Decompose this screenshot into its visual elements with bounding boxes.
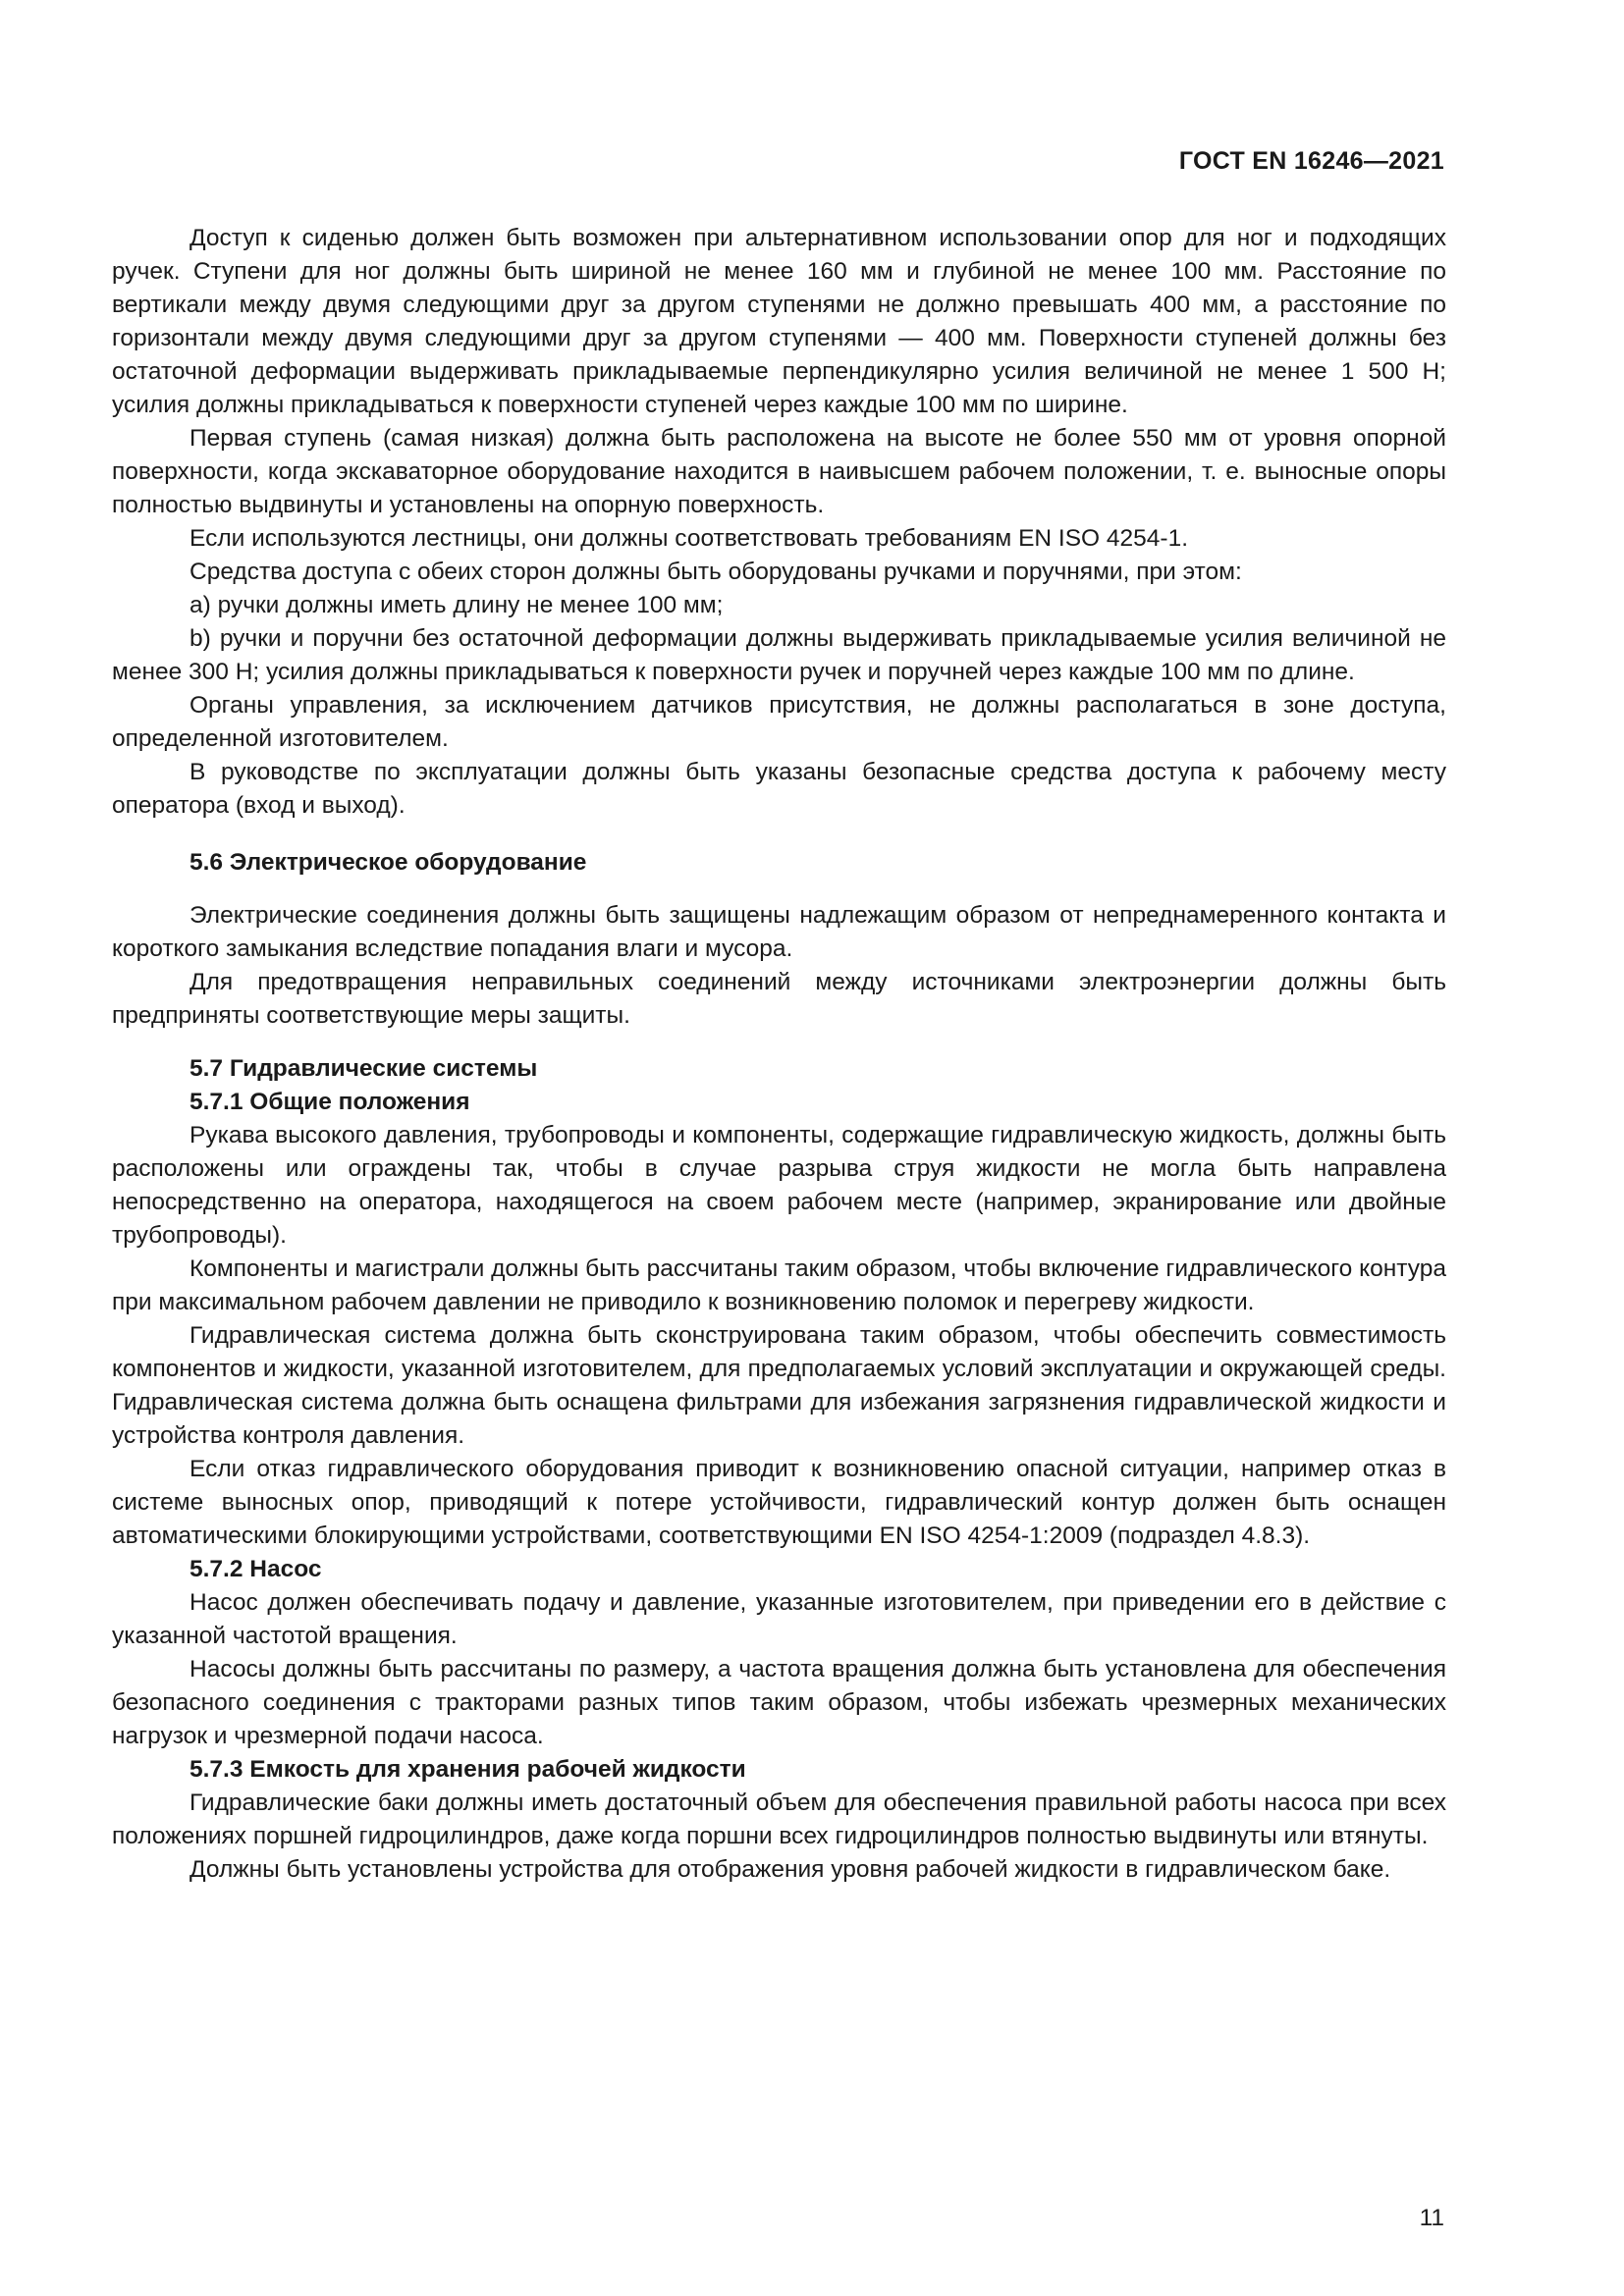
page-number: 11 — [1419, 2205, 1444, 2231]
section-heading-5-7: 5.7 Гидравлические системы — [189, 1055, 538, 1082]
paragraph: Средства доступа с обеих сторон должны быть оборудованы ручками и поручнями, при этом: — [189, 559, 1242, 585]
list-item-b: b) ручки и поручни без остаточной деформации должны выдерживать прикладываемые усилия величиной не менее 300 Н; усилия должны прикладываться к поверхности ручек и поручней через каждые 100 мм по длине. — [112, 625, 1446, 685]
paragraph: Гидравлические баки должны иметь достаточный объем для обеспечения правильной работы насоса при всех положениях поршней гидроцилиндров, даже когда поршни всех гидроцилиндров полностью выдвинуты или втянуты. — [112, 1789, 1446, 1849]
paragraph: Насосы должны быть рассчитаны по размеру, а частота вращения должна быть установлена для обеспечения безопасного соединения с тракторами разных типов таким образом, чтобы избежать чрезмерных механических нагрузок и чрезмерной подачи насоса. — [112, 1656, 1446, 1749]
paragraph: Рукава высокого давления, трубопроводы и компоненты, содержащие гидравлическую жидкость, должны быть расположены или ограждены так, чтобы в случае разрыва струя жидкости не могла быть направлена непосредственно на оператора, находящегося на своем рабочем месте (например, экранирование или двойные трубопроводы). — [112, 1122, 1446, 1249]
list-item-a: a) ручки должны иметь длину не менее 100 мм; — [189, 592, 724, 618]
paragraph: Компоненты и магистрали должны быть рассчитаны таким образом, чтобы включение гидравлического контура при максимальном рабочем давлении не приводило к возникновению поломок и перегреву жидкости. — [112, 1255, 1446, 1315]
subsection-heading-5-7-2: 5.7.2 Насос — [189, 1556, 322, 1582]
document-code: ГОСТ EN 16246—2021 — [1178, 147, 1444, 175]
section-heading-5-6: 5.6 Электрическое оборудование — [189, 849, 587, 876]
paragraph: Гидравлическая система должна быть сконструирована таким образом, чтобы обеспечить совместимость компонентов и жидкости, указанной изготовителем, для предполагаемых условий эксплуатации и окружающей среды. Гидравлическая система должна быть оснащена фильтрами для избежания загрязнения гидравлической жидкости и устройства контроля давления. — [112, 1322, 1446, 1449]
paragraph: Электрические соединения должны быть защищены надлежащим образом от непреднамеренного контакта и короткого замыкания вследствие попадания влаги и мусора. — [112, 902, 1446, 962]
paragraph: Первая ступень (самая низкая) должна быть расположена на высоте не более 550 мм от уровня опорной поверхности, когда экскаваторное оборудование находится в наивысшем рабочем положении, т. е. выносные опоры полностью выдвинуты и установлены на опорную поверхность. — [112, 425, 1446, 518]
paragraph: Должны быть установлены устройства для отображения уровня рабочей жидкости в гидравлическом баке. — [189, 1856, 1391, 1883]
subsection-heading-5-7-3: 5.7.3 Емкость для хранения рабочей жидкости — [189, 1756, 746, 1783]
paragraph: Насос должен обеспечивать подачу и давление, указанные изготовителем, при приведении его в действие с указанной частотой вращения. — [112, 1589, 1446, 1649]
paragraph: Органы управления, за исключением датчиков присутствия, не должны располагаться в зоне доступа, определенной изготовителем. — [112, 692, 1446, 752]
paragraph: Для предотвращения неправильных соединений между источниками электроэнергии должны быть предприняты соответствующие меры защиты. — [112, 969, 1446, 1029]
paragraph: Если отказ гидравлического оборудования приводит к возникновению опасной ситуации, например отказ в системе выносных опор, приводящий к потере устойчивости, гидравлический контур должен быть оснащен автоматическими блокирующими устройствами, соответствующими EN ISO 4254-1:2009 (подраздел 4.8.3). — [112, 1456, 1446, 1549]
paragraph: В руководстве по эксплуатации должны быть указаны безопасные средства доступа к рабочему месту оператора (вход и выход). — [112, 759, 1446, 819]
paragraph: Если используются лестницы, они должны соответствовать требованиям EN ISO 4254-1. — [189, 525, 1189, 552]
subsection-heading-5-7-1: 5.7.1 Общие положения — [189, 1089, 470, 1115]
page-content — [112, 222, 1446, 1887]
paragraph: Доступ к сиденью должен быть возможен при альтернативном использовании опор для ног и подходящих ручек. Ступени для ног должны быть шириной не менее 160 мм и глубиной не менее 100 мм. Расстояние по вертикали между двумя следующими друг за другом ступенями не должно превышать 400 мм, а расстояние по горизонтали между двумя следующими друг за другом ступенями — 400 мм. Поверхности ступеней должны без остаточной деформации выдерживать прикладываемые перпендикулярно усилия величиной не менее 1 500 Н; усилия должны прикладываться к поверхности ступеней через каждые 100 мм по ширине. — [112, 225, 1446, 418]
